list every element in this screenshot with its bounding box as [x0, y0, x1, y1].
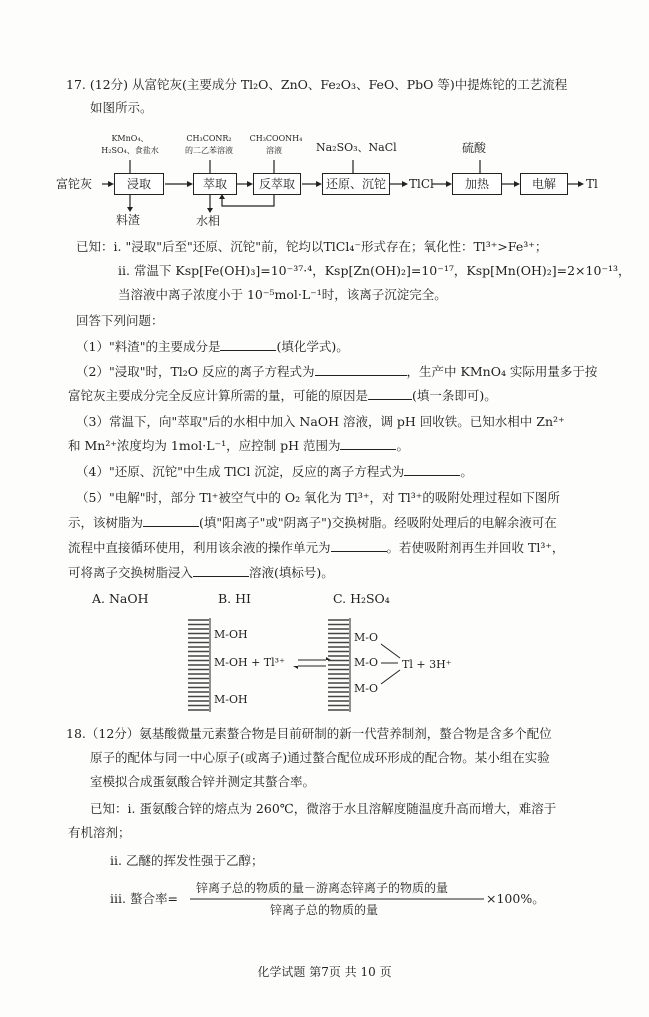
step-heating: 加热	[452, 173, 502, 195]
q17-part2: （2）"浸取"时，Tl₂O 反应的离子方程式为 ，生产中 KMnO₄ 实际用量多于按	[76, 364, 598, 379]
resin-right-3: M-O	[354, 682, 378, 695]
step-back-extraction: 反萃取	[253, 173, 301, 195]
reagent-1: KMnO₄、	[111, 134, 149, 143]
step-electrolysis: 电解	[520, 173, 568, 195]
reagent-3: CH₃COONH₄	[249, 134, 303, 143]
option-a: A. NaOH	[92, 591, 149, 606]
q17-part5-line3: 流程中直接循环使用，利用该余液的操作单元为 。若使吸附剂再生并回收 Tl³⁺，	[68, 540, 565, 555]
q17-part3-cont: 和 Mn²⁺浓度均为 1mol·L⁻¹，应控制 pH 范围为 。	[68, 438, 409, 453]
answer-blank-4[interactable]	[404, 463, 460, 476]
reagent-4: Na₂SO₃、NaCl	[316, 141, 397, 154]
q17-part1: （1）"料渣"的主要成分是 (填化学式)。	[76, 339, 349, 354]
answer-blank-2a[interactable]	[315, 363, 407, 376]
answer-blank-5a[interactable]	[143, 514, 199, 527]
q17-part5: （5）"电解"时，部分 Tl⁺被空气中的 O₂ 氧化为 Tl³⁺，对 Tl³⁺的吸附处理过程如下图所	[76, 490, 560, 505]
resin-left-hatch	[188, 620, 209, 710]
reagent-2b: 的二乙苯溶液	[185, 146, 233, 155]
output-aqueous: 水相	[196, 214, 221, 228]
q17-part2-cont: 富铊灰主要成分完全反应计算所需的量，可能的原因是 (填一条即可)。	[68, 388, 497, 403]
flow-start: 富铊灰	[56, 177, 93, 191]
q17-part3: （3）常温下，向"萃取"后的水相中加入 NaOH 溶液，调 pH 回收铁。已知水相中 Zn²⁺	[76, 414, 565, 429]
q18-fraction-tail: ×100%。	[486, 891, 545, 906]
page-footer: 化学试题 第7页 共 10 页	[257, 965, 392, 979]
reagent-1b: H₂SO₄、食盐水	[101, 146, 159, 155]
q17-part4: （4）"还原、沉铊"中生成 TlCl 沉淀，反应的离子方程式为 。	[76, 464, 473, 479]
q17-known-ii-cont: 当溶液中离子浓度小于 10⁻⁵mol·L⁻¹时，该离子沉淀完全。	[118, 287, 447, 302]
answer-blank-5c[interactable]	[193, 564, 249, 577]
q18-fraction-denominator: 锌离子总的物质的量	[270, 903, 379, 917]
step-extraction: 萃取	[193, 173, 237, 195]
q18-known-1-cont: 有机溶剂；	[68, 825, 131, 840]
reagent-3b: 溶液	[266, 146, 282, 155]
reagent-2: CH₃CONR₂	[186, 134, 232, 143]
option-c: C. H₂SO₄	[333, 591, 390, 606]
q17-part5-line4: 可将离子交换树脂浸入 溶液(填标号)。	[68, 565, 334, 580]
flow-mid-product: TlCl	[409, 177, 434, 191]
resin-left-3: M-OH	[214, 693, 248, 706]
resin-right-hatch	[328, 620, 349, 710]
answer-blank-5b[interactable]	[331, 539, 387, 552]
resin-left-2: M-OH + Tl³⁺	[214, 656, 285, 669]
answer-blank-3[interactable]	[340, 437, 396, 450]
q18-fraction-numerator: 锌离子总的物质的量－游离态锌离子的物质的量	[196, 881, 449, 895]
step-leaching: 浸取	[114, 173, 164, 195]
q17-part5-line2: 示，该树脂为 (填"阳离子"或"阴离子")交换树脂。经吸附处理后的电解余液可在	[68, 515, 557, 530]
q17-header-cont: 如图所示。	[90, 100, 153, 115]
q17-known-ii: ii. 常温下 Ksp[Fe(OH)₃]=10⁻³⁷·⁴，Ksp[Zn(OH)₂]=10⁻¹⁷，Ksp[Mn(OH)₂]=2×10⁻¹³，	[118, 263, 631, 278]
q17-known-i: 已知：i. "浸取"后至"还原、沉铊"前，铊均以TlCl₄⁻形式存在；氧化性：Tl³⁺>Fe³⁺；	[76, 239, 548, 254]
resin-right-2: M-O	[354, 656, 378, 669]
option-b: B. HI	[218, 591, 251, 606]
q18-line3: 室模拟合成蛋氨酸合锌并测定其螯合率。	[90, 774, 316, 789]
q17-header: 17. (12分) 从富铊灰(主要成分 Tl₂O、ZnO、Fe₂O₃、FeO、PbO 等)中提炼铊的工艺流程	[66, 77, 568, 92]
q18-known-3-label: iii. 螯合率=	[110, 891, 178, 906]
answer-blank-1[interactable]	[220, 338, 276, 351]
q17-answer-intro: 回答下列问题：	[76, 313, 164, 328]
q18-line2: 原子的配体与同一中心原子(或离子)通过螯合配位成环形成的配合物。某小组在实验	[90, 750, 550, 765]
resin-product: Tl + 3H⁺	[402, 658, 452, 671]
reagent-5: 硫酸	[462, 141, 487, 155]
answer-blank-2b[interactable]	[368, 387, 412, 400]
q18-known-1: 已知：i. 蛋氨酸合锌的熔点为 260℃，微溶于水且溶解度随温度升高而增大，难溶于	[90, 801, 557, 816]
q18-line1: 18.（12分）氨基酸微量元素螯合物是目前研制的新一代营养制剂，螯合物是含多个配位	[66, 726, 552, 741]
step-reduce-precipitate: 还原、沉铊	[322, 173, 390, 195]
resin-right-1: M-O	[354, 631, 378, 644]
flow-end: Tl	[586, 177, 598, 191]
output-residue: 料渣	[116, 213, 141, 227]
resin-left-1: M-OH	[214, 628, 248, 641]
q18-known-2: ii. 乙醚的挥发性强于乙醇；	[110, 853, 264, 868]
